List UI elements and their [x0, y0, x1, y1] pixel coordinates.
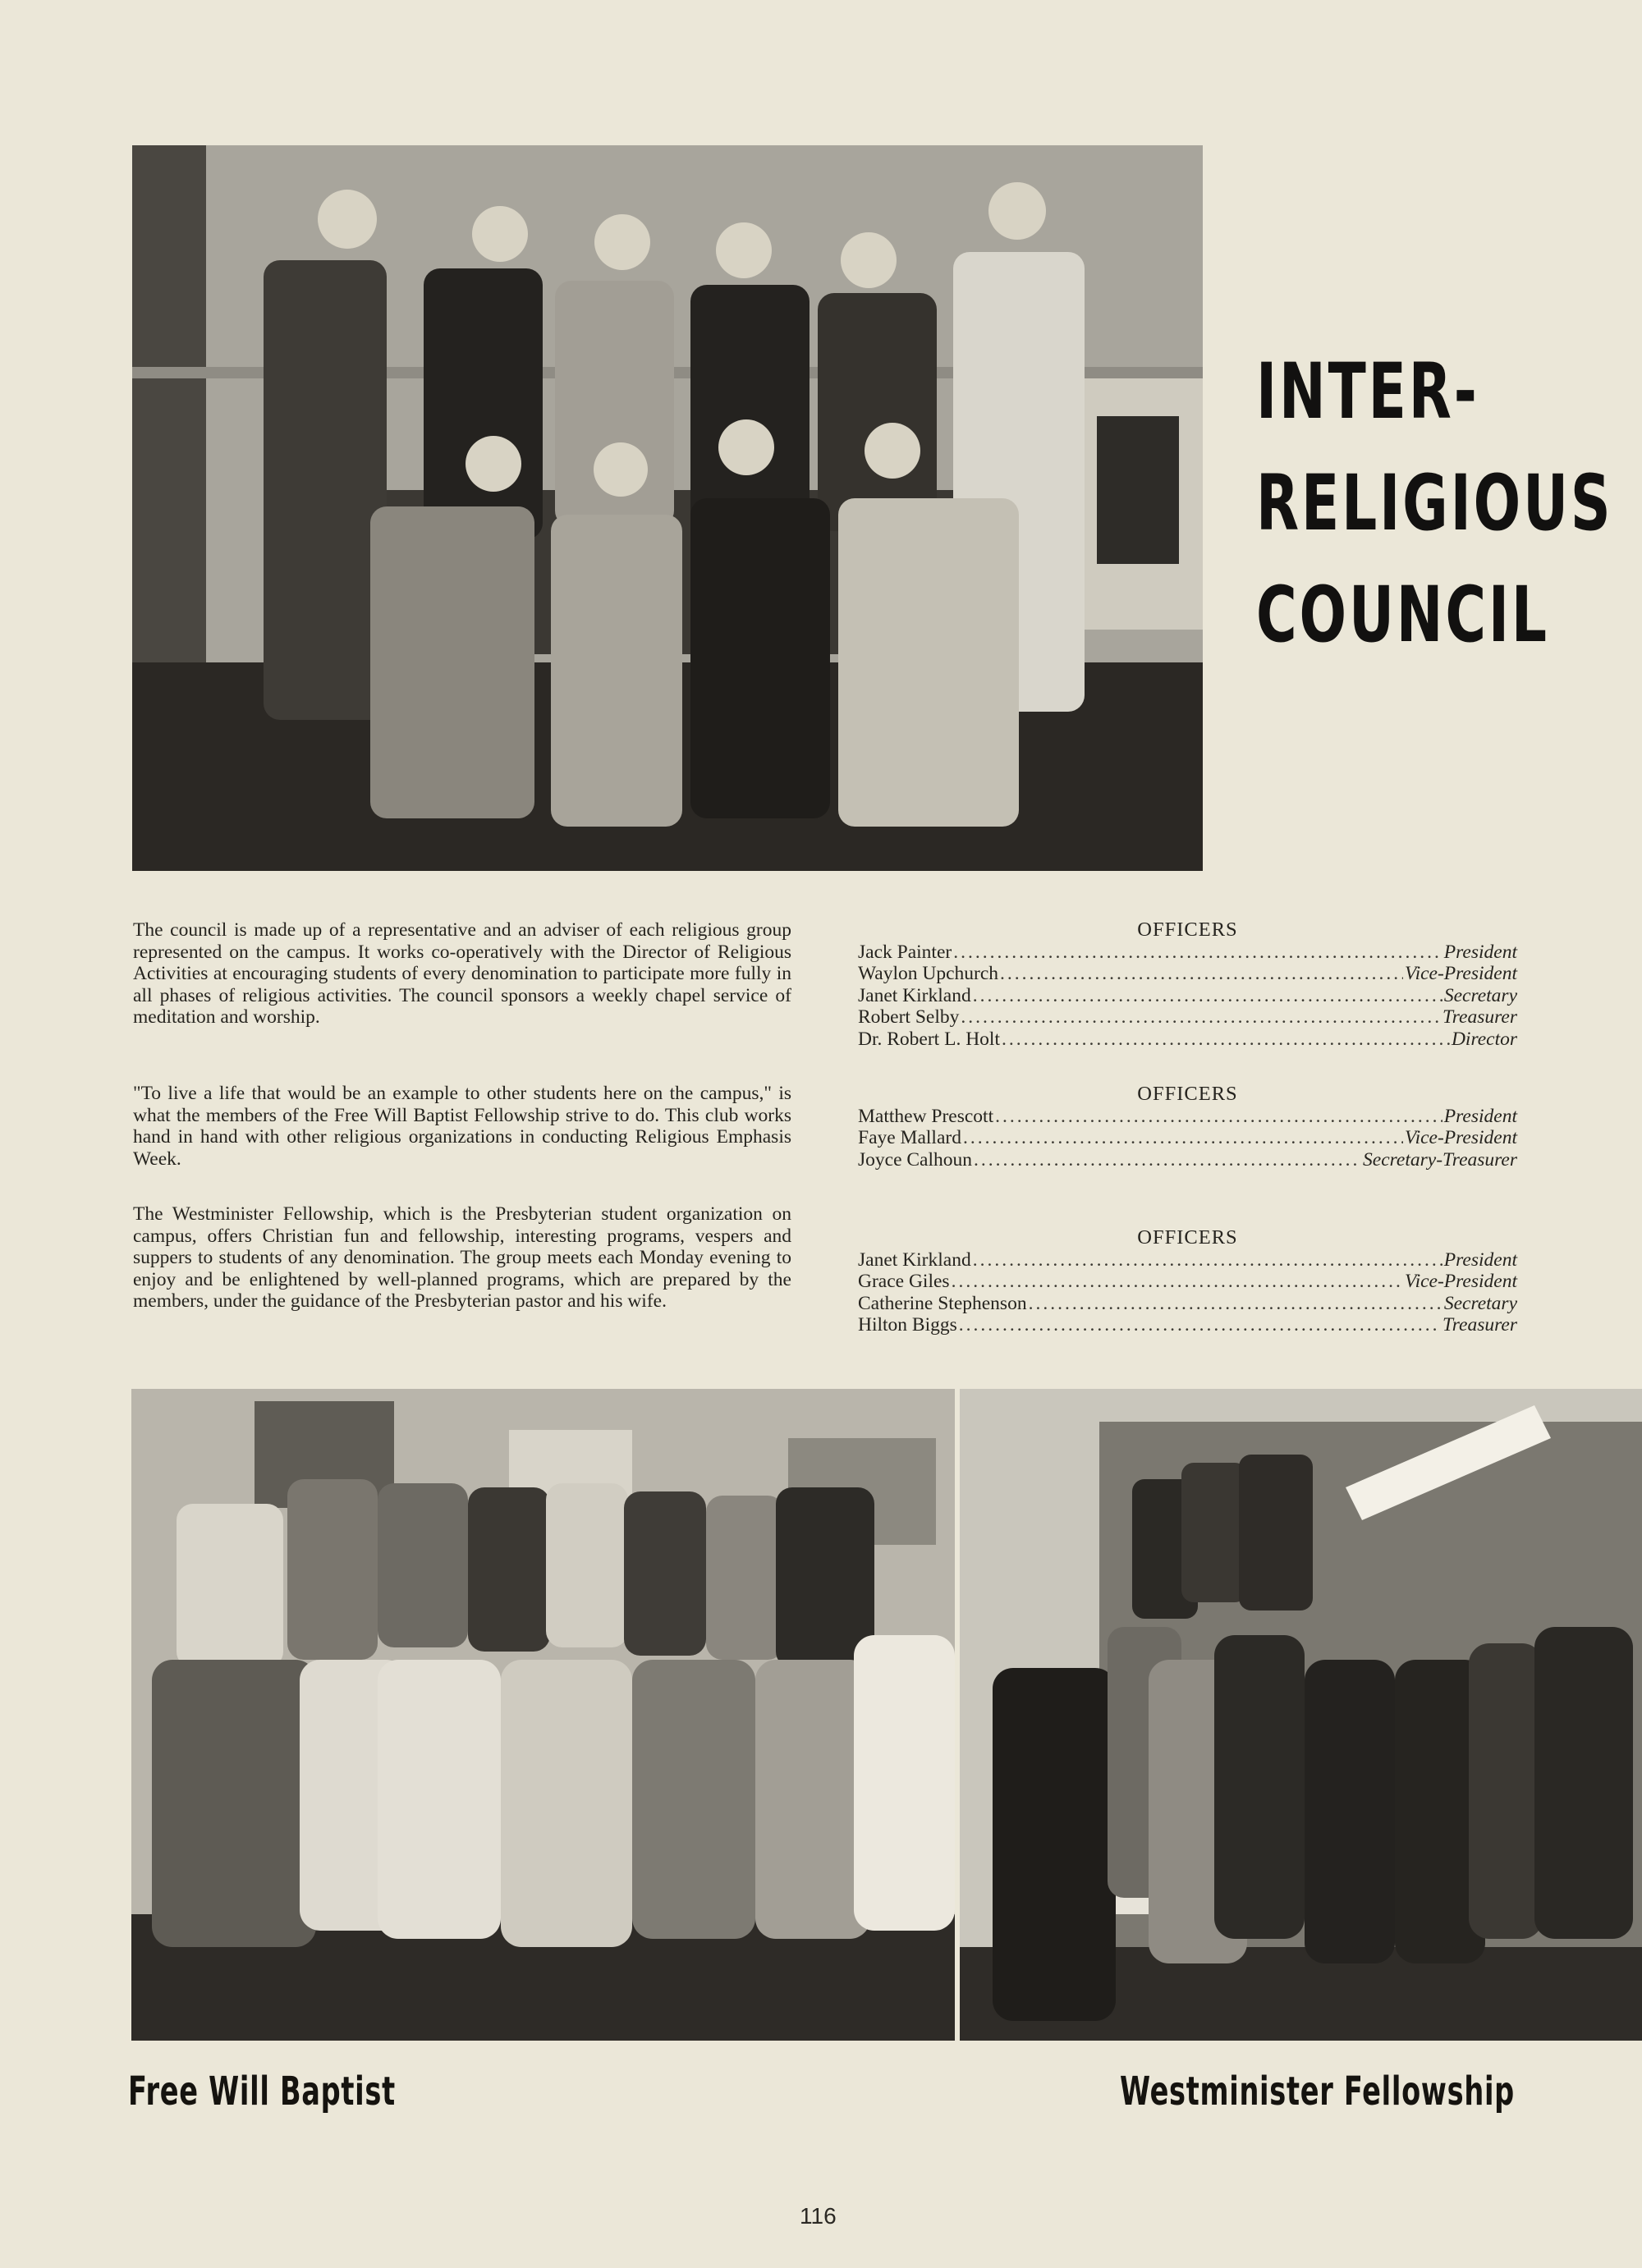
- officer-row: [858, 942, 1517, 964]
- westminister-officers: [858, 1227, 1517, 1336]
- officer-name: Catherine Stephenson: [858, 1292, 1027, 1314]
- officer-role: Secretary: [1443, 1292, 1517, 1314]
- officer-row: [858, 963, 1517, 985]
- title-line-3: COUNCIL: [1256, 570, 1549, 660]
- officer-name: Dr. Robert L. Holt: [858, 1028, 1000, 1050]
- officer-role: President: [1443, 1249, 1517, 1271]
- officer-name: Joyce Calhoun: [858, 1148, 973, 1171]
- officer-name: Faye Mallard: [858, 1127, 961, 1148]
- officers-heading: OFFICERS: [1137, 1226, 1238, 1249]
- officer-row: [858, 1106, 1517, 1128]
- free-will-baptist-officers: [858, 1084, 1517, 1171]
- officer-role: Vice-President: [1404, 1127, 1517, 1148]
- officers-heading: OFFICERS: [1137, 1083, 1238, 1105]
- title-line-1: INTER-: [1256, 347, 1479, 437]
- council-officers: [858, 919, 1517, 1050]
- officer-name: Waylon Upchurch: [858, 963, 999, 984]
- page-number: 116: [800, 2203, 837, 2229]
- officer-name: Janet Kirkland: [858, 984, 971, 1006]
- free-will-baptist-description: "To live a life that would be an example to other students here on the campus," is what the members of the Free Will Baptist Fellowship strive to do. This club works hand in hand with other religious organizations in conducting Religious Emphasis Week.: [133, 1083, 791, 1170]
- free-will-baptist-photo: [131, 1389, 955, 2041]
- officer-role: Secretary: [1443, 984, 1517, 1006]
- officer-name: Grace Giles: [858, 1271, 950, 1292]
- officer-name: Robert Selby: [858, 1006, 960, 1028]
- officer-row: [858, 985, 1517, 1007]
- officer-row: [858, 1149, 1517, 1171]
- officer-role: Vice-President: [1404, 1271, 1517, 1292]
- officer-name: Janet Kirkland: [858, 1249, 971, 1271]
- council-description: The council is made up of a representative and an adviser of each religious group represented on the campus. It works co-operatively with the Director of Religious Activities at encouraging students of every denomination to participate more fully in all phases of religious activities. The council sponsors a weekly chapel service of meditation and worship.: [133, 919, 791, 1028]
- free-will-baptist-caption: Free Will Baptist: [128, 2069, 396, 2115]
- title-line-2: RELIGIOUS: [1256, 459, 1613, 548]
- officer-row: [858, 1127, 1517, 1149]
- officer-role: Secretary-Treasurer: [1363, 1148, 1517, 1171]
- westminister-description: The Westminister Fellowship, which is the Presbyterian student organization on campus, offers Christian fun and fellowship, interesting programs, vespers and suppers to students of any denomination. The group meets each Monday evening to enjoy and be enlightened by well-planned programs, which are prepared by the members, under the guidance of the Presbyterian pastor and his wife.: [133, 1203, 791, 1312]
- westminister-fellowship-photo: [960, 1389, 1642, 2041]
- officer-name: Hilton Biggs: [858, 1314, 957, 1336]
- officer-role: Treasurer: [1442, 1006, 1517, 1028]
- officer-row: [858, 1314, 1517, 1336]
- council-group-photo: [132, 145, 1203, 871]
- officer-role: President: [1443, 941, 1517, 963]
- officer-role: Vice-President: [1404, 963, 1517, 984]
- officer-role: Treasurer: [1442, 1314, 1517, 1336]
- officer-row: [858, 1293, 1517, 1315]
- officer-name: Matthew Prescott: [858, 1105, 994, 1127]
- page-title: [1256, 337, 1613, 671]
- officer-row: [858, 1249, 1517, 1271]
- officer-role: Director: [1451, 1028, 1517, 1050]
- officer-row: [858, 1029, 1517, 1051]
- officers-heading: OFFICERS: [1137, 919, 1238, 941]
- westminister-caption: Westminister Fellowship: [1120, 2069, 1515, 2115]
- officer-row: [858, 1271, 1517, 1293]
- officer-name: Jack Painter: [858, 941, 952, 963]
- officer-role: President: [1443, 1105, 1517, 1127]
- officer-row: [858, 1006, 1517, 1029]
